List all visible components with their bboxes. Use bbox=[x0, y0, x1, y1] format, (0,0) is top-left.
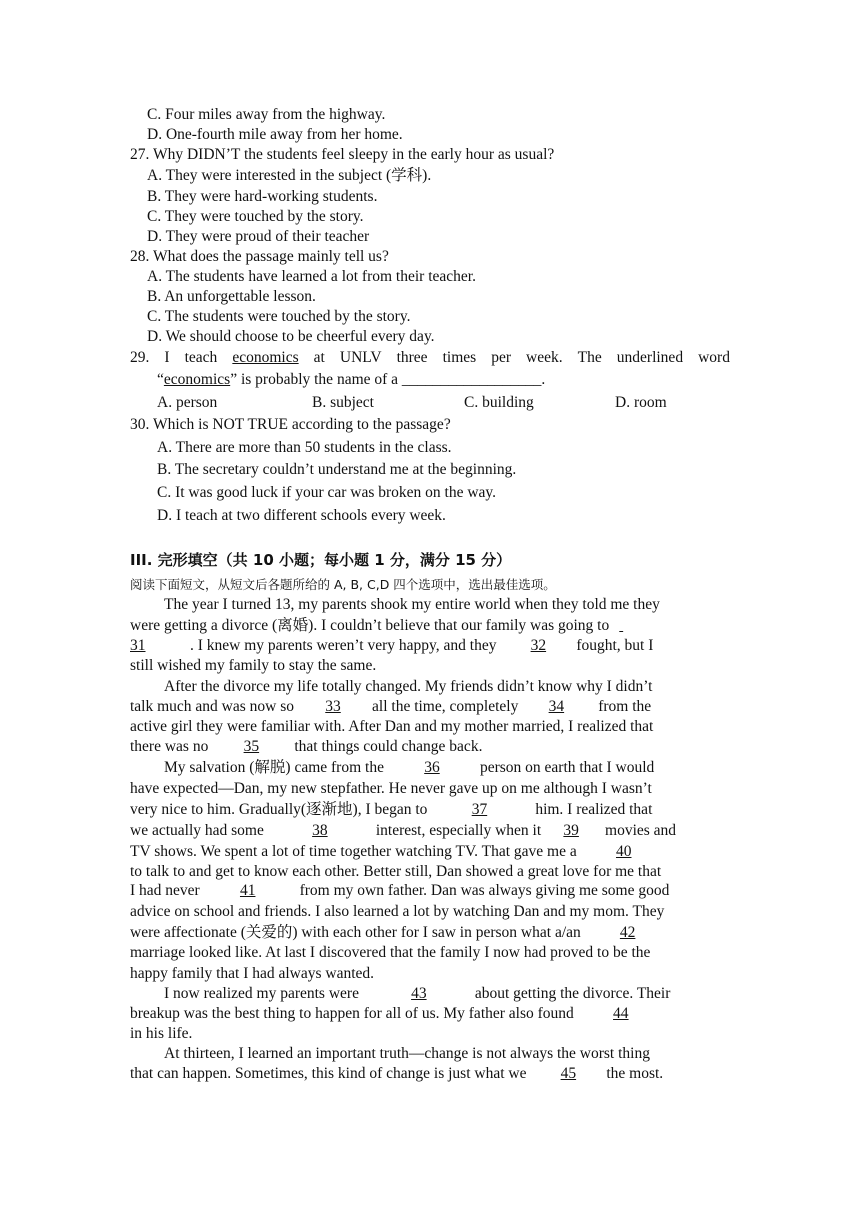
blank-36: 36 bbox=[424, 759, 440, 776]
passage-line: we actually had some 38 interest, especially when it 39 movies and bbox=[130, 822, 677, 839]
underlined-word: economics bbox=[232, 349, 299, 366]
q27-stem: 27. Why DIDN’T the students feel sleepy in the early hour as usual? bbox=[130, 146, 555, 163]
passage-line: there was no 35 that things could change back. bbox=[130, 738, 483, 755]
q28-option-a: A. The students have learned a lot from their teacher. bbox=[147, 268, 476, 285]
passage-line: TV shows. We spent a lot of time together watching TV. That gave me a 40 bbox=[130, 842, 730, 862]
blank-42: 42 bbox=[619, 924, 636, 941]
q28-option-b: B. An unforgettable lesson. bbox=[147, 288, 316, 305]
q30-option-a: A. There are more than 50 students in the class. bbox=[157, 439, 452, 456]
q29-option-c: C. building bbox=[464, 394, 534, 411]
passage-line: talk much and was now so 33 all the time, completely 34 from the bbox=[130, 698, 652, 715]
q27-option-a: A. They were interested in the subject (学科). bbox=[147, 167, 432, 184]
section-title: III. 完形填空（共 10 小题；每小题 1 分，满分 15 分） bbox=[130, 551, 512, 569]
passage-line: The year I turned 13, my parents shook my entire world when they told me they bbox=[164, 596, 660, 613]
blank-34: 34 bbox=[548, 698, 565, 715]
passage-line: 31 . I knew my parents weren’t very happy, and they 32 fought, but I bbox=[130, 637, 654, 654]
blank-41: 41 bbox=[239, 882, 256, 899]
passage-line: that can happen. Sometimes, this kind of change is just what we 45 the most. bbox=[130, 1065, 664, 1082]
q28-option-c: C. The students were touched by the story. bbox=[147, 308, 411, 325]
passage-line: happy family that I had always wanted. bbox=[130, 965, 375, 982]
passage-line: After the divorce my life totally changed. My friends didn’t know why I didn’t bbox=[164, 678, 653, 695]
passage-line: were affectionate (关爱的) with each other for I saw in person what a/an 42 bbox=[130, 923, 730, 943]
q29-stem-line1: 29. I teach economics at UNLV three times per week. The underlined word bbox=[130, 349, 730, 366]
passage-line: have expected—Dan, my new stepfather. He never gave up on me although I wasn’t bbox=[130, 780, 652, 797]
blank-43: 43 bbox=[411, 985, 427, 1002]
passage-line: marriage looked like. At last I discovered that the family I now had proved to be the bbox=[130, 944, 651, 961]
q29-option-d: D. room bbox=[615, 394, 667, 411]
passage-line: were getting a divorce (离婚). I couldn’t believe that our family was going to bbox=[130, 617, 610, 634]
q27-option-b: B. They were hard-working students. bbox=[147, 188, 378, 205]
q29-stem-line2: “economics” is probably the name of a __________________. bbox=[157, 371, 546, 388]
blank-35: 35 bbox=[243, 738, 260, 755]
blank-38: 38 bbox=[312, 822, 328, 839]
q27-option-c: C. They were touched by the story. bbox=[147, 208, 364, 225]
passage-line: advice on school and friends. I also learned a lot by watching Dan and my mom. They bbox=[130, 903, 665, 920]
blank-45: 45 bbox=[560, 1065, 577, 1082]
passage-line: My salvation (解脱) came from the 36 person on earth that I would bbox=[164, 759, 655, 776]
q28-option-d: D. We should choose to be cheerful every day. bbox=[147, 328, 435, 345]
blank-39: 39 bbox=[563, 822, 579, 839]
q29-option-b: B. subject bbox=[312, 394, 374, 411]
q28-stem: 28. What does the passage mainly tell us? bbox=[130, 248, 389, 265]
blank-32: 32 bbox=[530, 637, 547, 654]
q30-option-d: D. I teach at two different schools every week. bbox=[157, 507, 446, 524]
passage-line: breakup was the best thing to happen for all of us. My father also found 44 bbox=[130, 1004, 730, 1024]
q26-option-c: C. Four miles away from the highway. bbox=[147, 106, 386, 123]
passage-line: I had never 41 from my own father. Dan was always giving me some good bbox=[130, 882, 670, 899]
blank-31: 31 bbox=[130, 637, 146, 654]
passage-line: I now realized my parents were 43 about getting the divorce. Their bbox=[164, 985, 671, 1002]
blank-37: 37 bbox=[471, 801, 488, 818]
q26-option-d: D. One-fourth mile away from her home. bbox=[147, 126, 403, 143]
passage-line: still wished my family to stay the same. bbox=[130, 657, 377, 674]
blank-33: 33 bbox=[325, 698, 341, 715]
passage-line: active girl they were familiar with. After Dan and my mother married, I realized that bbox=[130, 718, 654, 735]
q29-option-a: A. person bbox=[157, 394, 218, 411]
passage-line: to talk to and get to know each other. Better still, Dan showed a great love for me that bbox=[130, 863, 662, 880]
passage-line: very nice to him. Gradually(逐渐地), I began to 37 him. I realized that bbox=[130, 801, 653, 818]
passage-line: in his life. bbox=[130, 1025, 193, 1042]
q27-option-d: D. They were proud of their teacher bbox=[147, 228, 370, 245]
passage-line: At thirteen, I learned an important truth—change is not always the worst thing bbox=[164, 1045, 650, 1062]
section-instruction: 阅读下面短文，从短文后各题所给的 A, B, C,D 四个选项中，选出最佳选项。 bbox=[130, 577, 556, 592]
q30-option-c: C. It was good luck if your car was broken on the way. bbox=[157, 484, 497, 501]
blank-44: 44 bbox=[613, 1005, 629, 1022]
q30-option-b: B. The secretary couldn’t understand me at the beginning. bbox=[157, 461, 517, 478]
q30-stem: 30. Which is NOT TRUE according to the passage? bbox=[130, 416, 451, 433]
blank-40: 40 bbox=[615, 843, 632, 860]
